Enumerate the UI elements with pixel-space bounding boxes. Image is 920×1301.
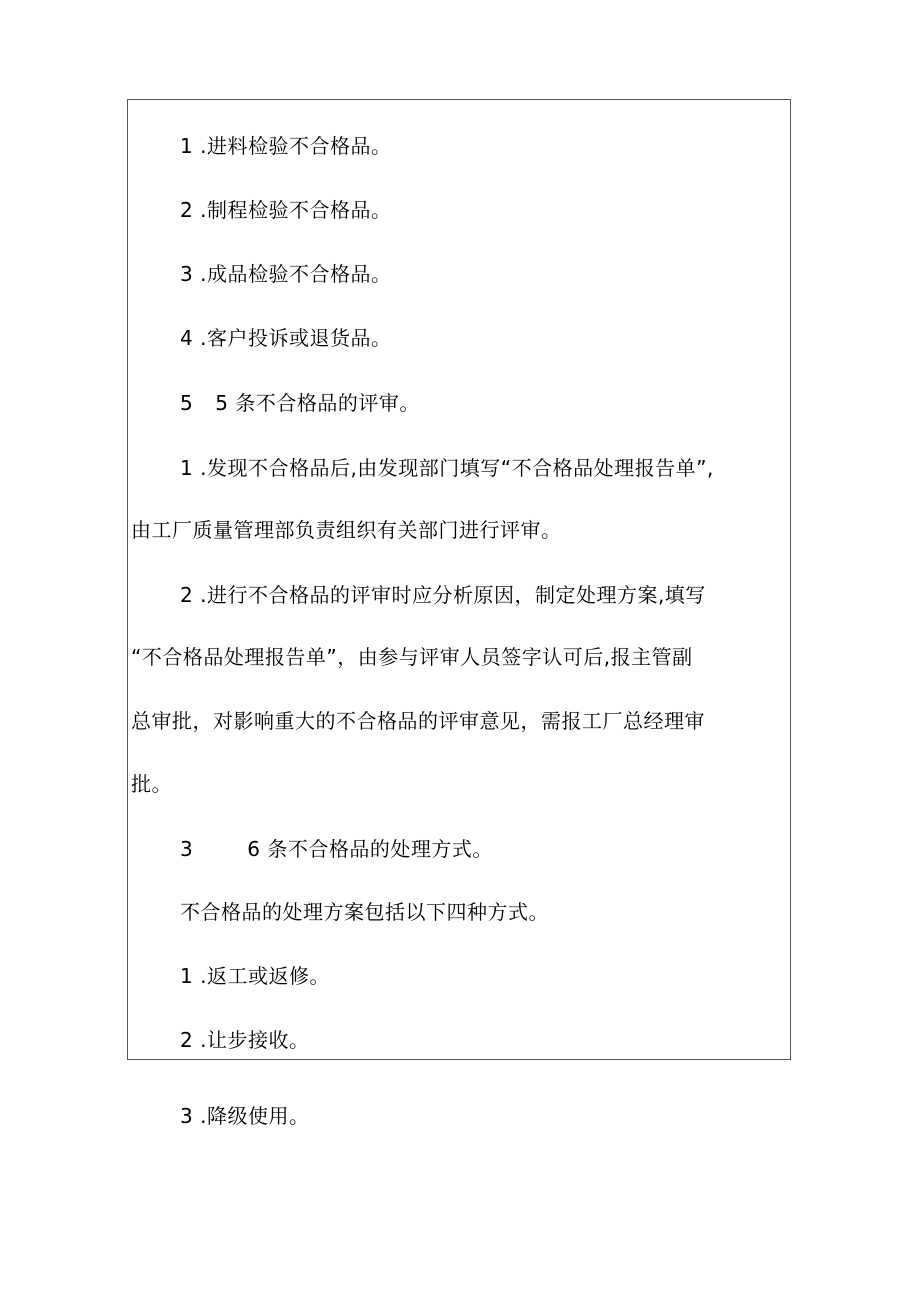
paragraph-line: 批。 [131,772,172,796]
list-item: 3 .降级使用。 [180,1104,310,1128]
section-heading: 5 5 条不合格品的评审。 [180,391,420,415]
list-item: 1 .返工或返修。 [180,964,330,988]
paragraph-line: 不合格品的处理方案包括以下四种方式。 [180,900,549,924]
paragraph-line: 2 .进行不合格品的评审时应分析原因，制定处理方案,填写 [180,583,706,607]
list-item: 2 .让步接收。 [180,1028,310,1052]
paragraph-line: 总审批，对影响重大的不合格品的评审意见，需报工厂总经理审 [131,709,705,733]
paragraph-line: “不合格品处理报告单”，由参与评审人员签字认可后,报主管副 [131,645,693,669]
paragraph-line: 1 .发现不合格品后,由发现部门填写“不合格品处理报告单”, [180,456,714,480]
section-heading: 3 6 条不合格品的处理方式。 [180,837,493,861]
list-item: 1 .进料检验不合格品。 [180,134,392,158]
list-item: 2 .制程检验不合格品。 [180,198,392,222]
list-item: 4 .客户投诉或退货品。 [180,326,392,350]
list-item: 3 .成品检验不合格品。 [180,262,392,286]
paragraph-line: 由工厂质量管理部负责组织有关部门进行评审。 [131,518,562,542]
